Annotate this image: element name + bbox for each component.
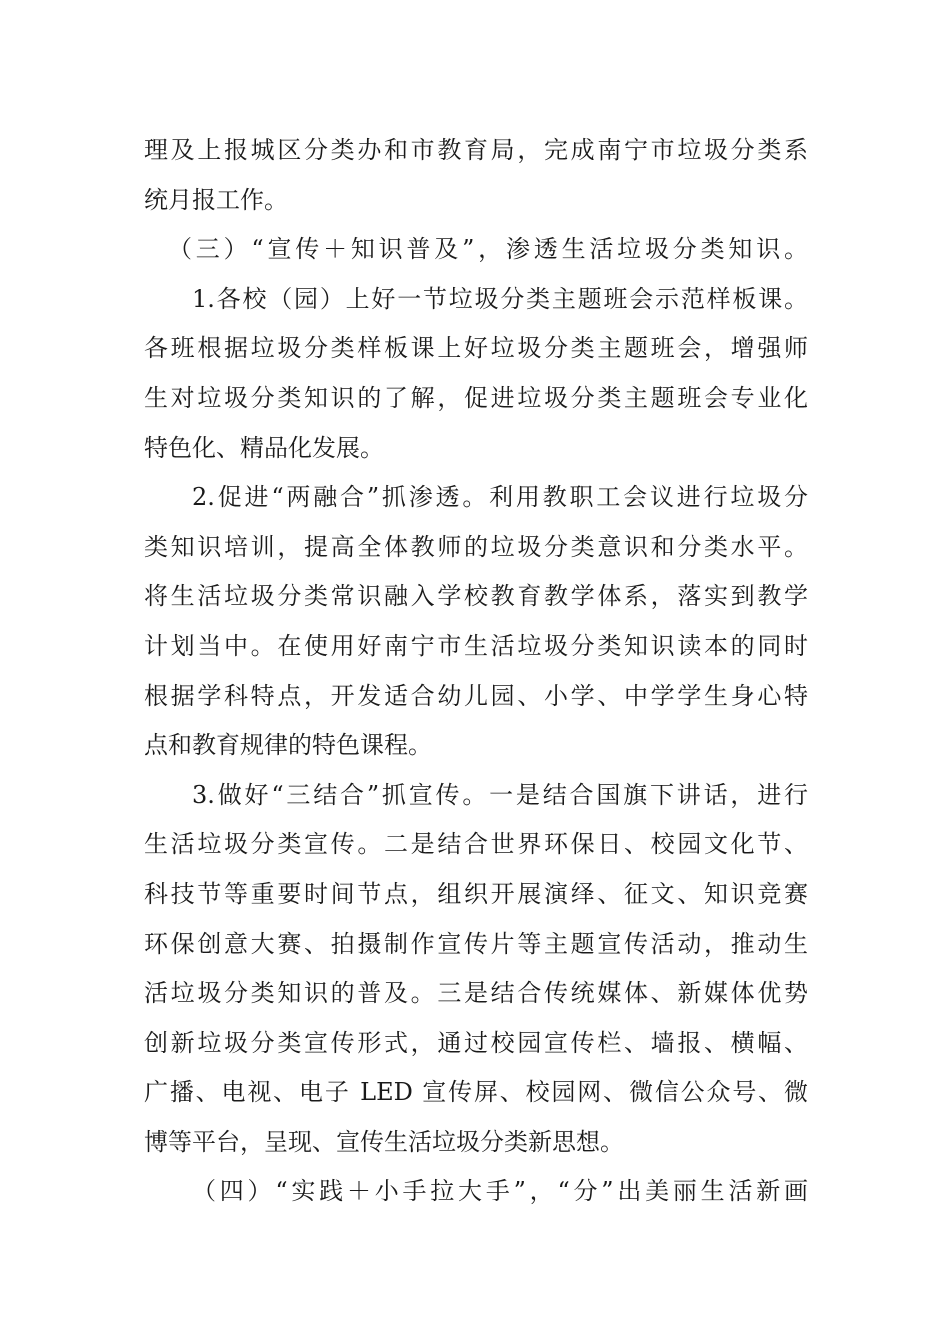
text-line: 环保创意大赛、拍摄制作宣传片等主题宣传活动，推动生 [144,929,808,958]
text-line: 创新垃圾分类宣传形式，通过校园宣传栏、墙报、横幅、 [144,1028,808,1057]
text-line: 广播、电视、电子 LED 宣传屏、校园网、微信公众号、微 [144,1078,808,1107]
text-line: 1.各校（园）上好一节垃圾分类主题班会示范样板课。 [192,284,808,313]
document-body [144,126,808,1217]
text-line: 将生活垃圾分类常识融入学校教育教学体系，落实到教学 [144,582,808,611]
text-line: 活垃圾分类知识的普及。三是结合传统媒体、新媒体优势 [144,979,808,1008]
section-heading: （四）“实践＋小手拉大手”，“分”出美丽生活新画 [192,1177,808,1206]
text-line: 特色化、精品化发展。 [144,433,384,462]
text-line: 各班根据垃圾分类样板课上好垃圾分类主题班会，增强师 [144,334,808,363]
text-line: 统月报工作。 [144,185,288,214]
text-line: 计划当中。在使用好南宁市生活垃圾分类知识读本的同时 [144,631,808,660]
text-line: 生活垃圾分类宣传。二是结合世界环保日、校园文化节、 [144,830,808,859]
text-line: 博等平台，呈现、宣传生活垃圾分类新思想。 [144,1127,624,1156]
text-line: 2.促进“两融合”抓渗透。利用教职工会议进行垃圾分 [192,483,808,512]
section-heading: （三）“宣传＋知识普及”，渗透生活垃圾分类知识。 [168,235,808,264]
text-line: 点和教育规律的特色课程。 [144,731,432,760]
text-line: 生对垃圾分类知识的了解，促进垃圾分类主题班会专业化 [144,383,808,412]
text-line: 理及上报城区分类办和市教育局，完成南宁市垃圾分类系 [144,136,808,164]
text-line: 3.做好“三结合”抓宣传。一是结合国旗下讲话，进行 [192,780,808,809]
text-line: 根据学科特点，开发适合幼儿园、小学、中学学生身心特 [144,681,808,710]
text-line: 科技节等重要时间节点，组织开展演绎、征文、知识竞赛 [144,879,808,908]
text-line: 类知识培训，提高全体教师的垃圾分类意识和分类水平。 [144,532,808,561]
